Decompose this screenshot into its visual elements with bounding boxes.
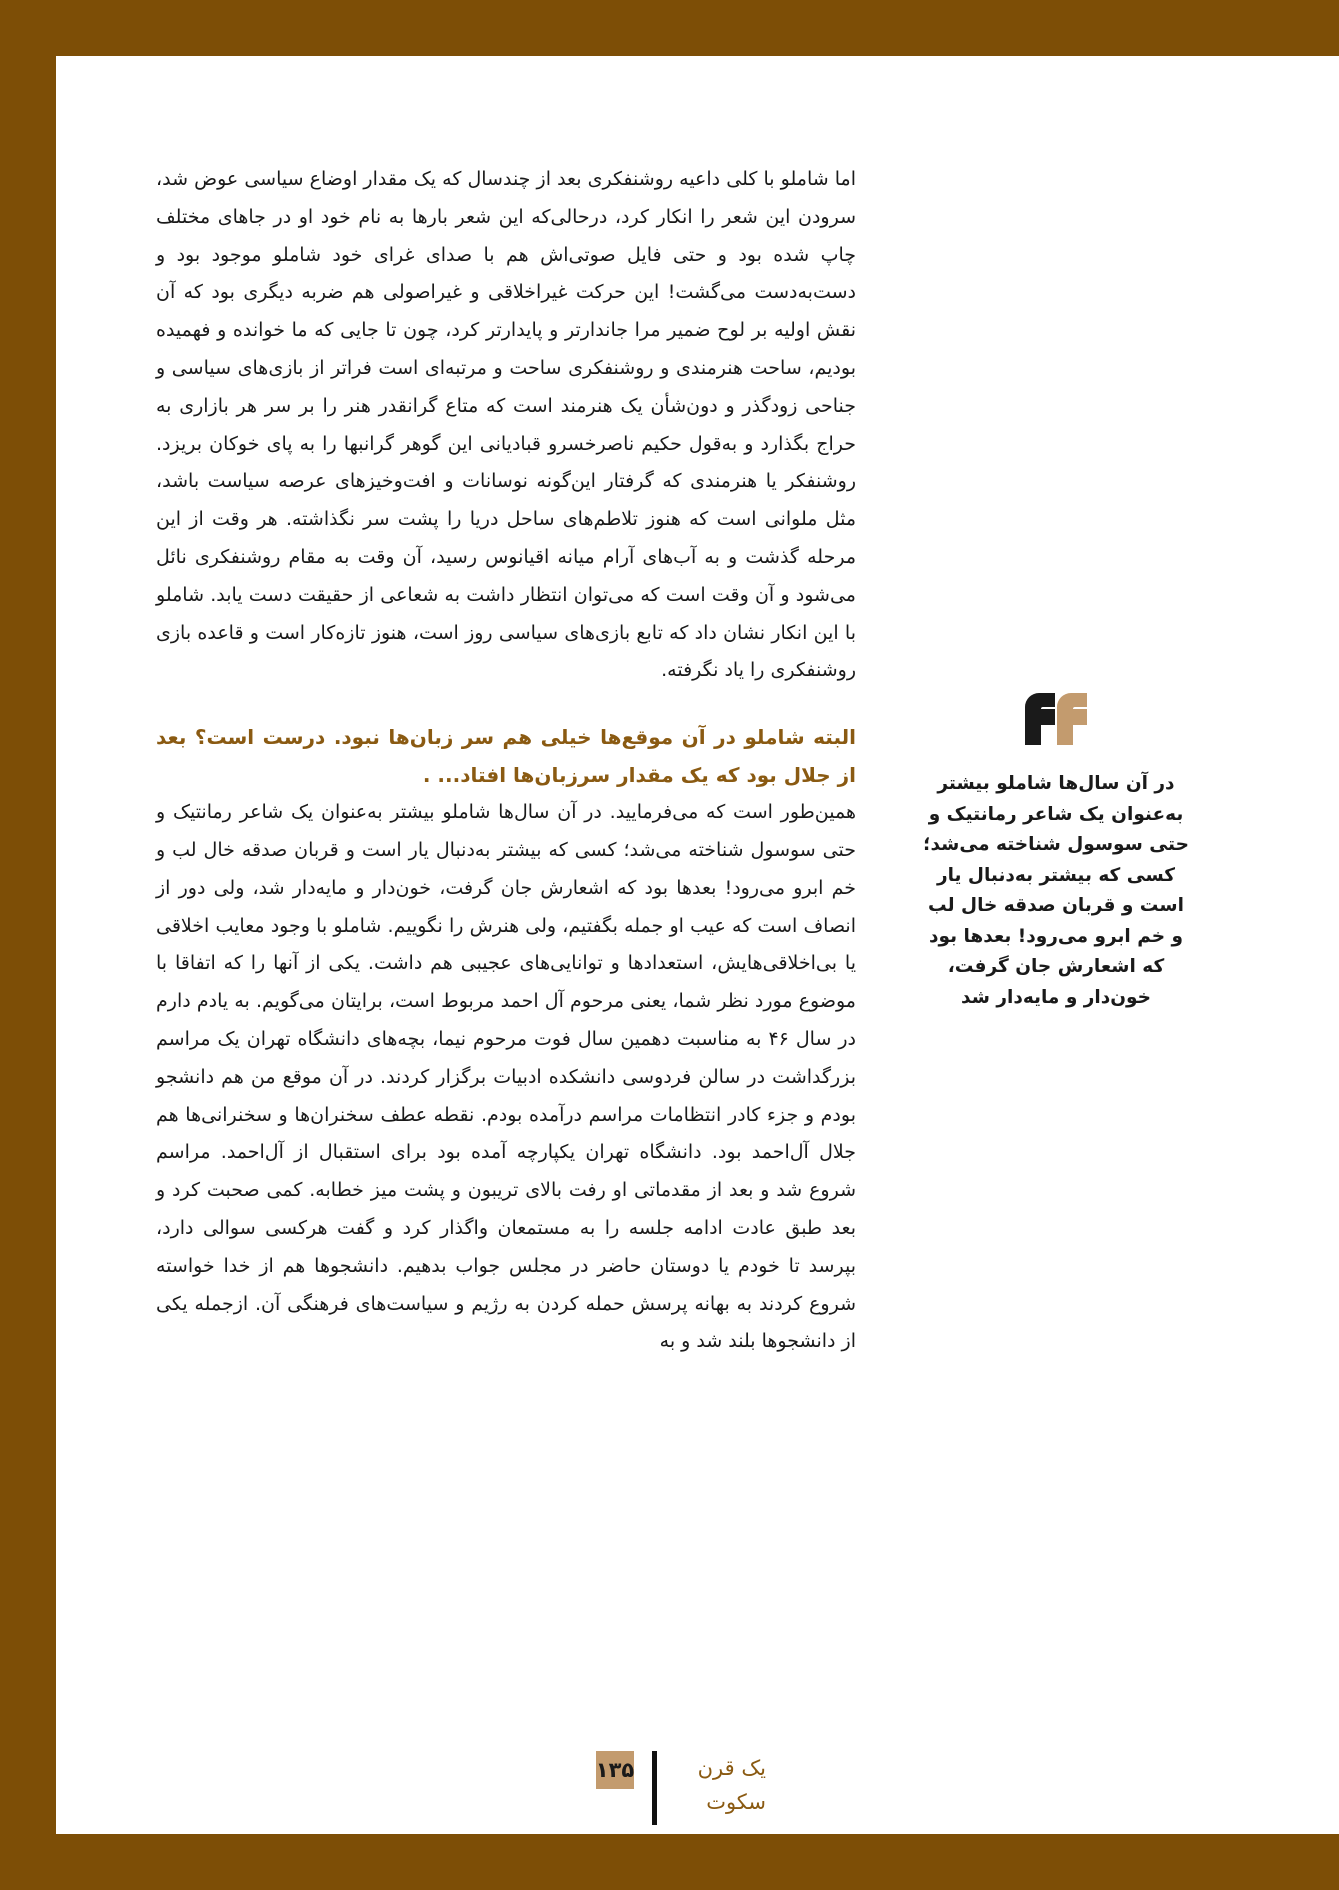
article-paragraph: اما شاملو با کلی داعیه روشنفکری بعد از چندسال که یک مقدار اوضاع سیاسی عوض شد، سرودن این شعر را انکار کرد، درحالی‌که این شعر بارها به نام خود او در جاهای مختلف چاپ شده بود و حتی فایل صوتی‌اش هم با صدای غرای خود شاملو موجود بود و دست‌به‌دست می‌گشت! این حرکت غیراخلاقی و غیراصولی هم ضربه دیگری بود که آن نقش اولیه بر لوح ضمیر مرا جاندارتر و پایدارتر کرد، چون تا جایی که ما خوانده و فهمیده بودیم، ساحت هنرمندی و روشنفکری ساحت و مرتبه‌ای است فراتر از بازی‌های سیاسی و جناحی زودگذر و دون‌شأن یک هنرمند است که متاع گرانقدر هنر را بر سر هر بازاری به حراج بگذارد و به‌قول حکیم ناصرخسرو قبادیانی این گوهر گرانبها را به پای خوکان بریزد. روشنفکر یا هنرمندی که گرفتار این‌گونه نوسانات و افت‌وخیزهای عرصه سیاست باشد، مثل ملوانی است که هنوز تلاطم‌های ساحل دریا را پشت سر نگذاشته. هر وقت از این مرحله گذشت و به آب‌های آرام میانه اقیانوس رسید، آن وقت به مقام روشنفکری نائل می‌شود و آن وقت است که می‌توان انتظار داشت به شعاعی از حقیقت دست یابد. شاملو با این انکار نشان داد که تابع بازی‌های سیاسی روز است، هنوز تازه‌کار است و قاعده بازی روشنفکری را یاد نگرفته.: [156, 168, 856, 682]
magazine-page: [56, 56, 1339, 1834]
interview-question: البته شاملو در آن موقع‌ها خیلی هم سر زبان‌ها نبود. درست است؟ بعد از جلال بود که یک مقدار سرزبان‌ها افتاد... .: [156, 725, 856, 788]
page-number: ۱۳۵: [596, 1751, 634, 1789]
quote-marks-icon: [1023, 691, 1089, 747]
footer-divider: [652, 1751, 657, 1825]
publication-title-line: سکوت: [706, 1790, 766, 1814]
publication-title-line: یک قرن: [697, 1756, 766, 1780]
pull-quote-box: [912, 691, 1200, 1013]
publication-title: [666, 1751, 766, 1819]
article-paragraph: همین‌طور است که می‌فرمایید. در آن سال‌ها شاملو بیشتر به‌عنوان یک شاعر رمانتیک و حتی سوسول شناخته می‌شد؛ کسی که بیشتر به‌دنبال یار است و قربان صدقه خال لب و خم ابرو می‌رود! بعدها بود که اشعارش جان گرفت، خون‌دار و مایه‌دار شد، ولی دور از انصاف است که عیب او جمله بگفتیم، ولی هنرش را نگوییم. شاملو با وجود معایب اخلاقی یا بی‌اخلاقی‌هایش، استعدادها و توانایی‌های عجیبی هم داشت. یکی از آنها را که اتفاقا با موضوع مورد نظر شما، یعنی مرحوم آل احمد مربوط است، برایتان می‌گویم. به یادم دارم در سال ۴۶ به مناسبت دهمین سال فوت مرحوم نیما، بچه‌های دانشگاه تهران یک مراسم بزرگداشت در سالن فردوسی دانشکده ادبیات برگزار کردند. در آن موقع من هم دانشجو بودم و جزء کادر انتظامات مراسم درآمده بودم. نقطه عطف سخنران‌ها و سخنرانی‌ها هم جلال آل‌احمد بود. دانشگاه تهران یکپارچه آمده بود برای استقبال از آل‌احمد. مراسم شروع شد و بعد از مقدماتی او رفت بالای تریبون و پشت میز خطابه. کمی صحبت کرد و بعد طبق عادت ادامه جلسه را به مستمعان واگذار کرد و گفت هرکسی سوالی دارد، بپرسد تا خودم یا دوستان حاضر در مجلس جواب بدهیم. دانشجوها هم از خدا خواسته شروع کردند به بهانه پرسش حمله کردن به رژیم و سیاست‌های فرهنگی آن. ازجمله یکی از دانشجوها بلند شد و به: [156, 801, 856, 1353]
page-footer: [596, 1751, 836, 1825]
pull-quote-text: در آن سال‌ها شاملو بیشتر به‌عنوان یک شاعر رمانتیک و حتی سوسول شناخته می‌شد؛ کسی که بیشتر به‌دنبال یار است و قربان صدقه خال لب و خم ابرو می‌رود! بعدها بود که اشعارش جان گرفت، خون‌دار و مایه‌دار شد: [923, 773, 1189, 1008]
article-body: [156, 161, 856, 1361]
